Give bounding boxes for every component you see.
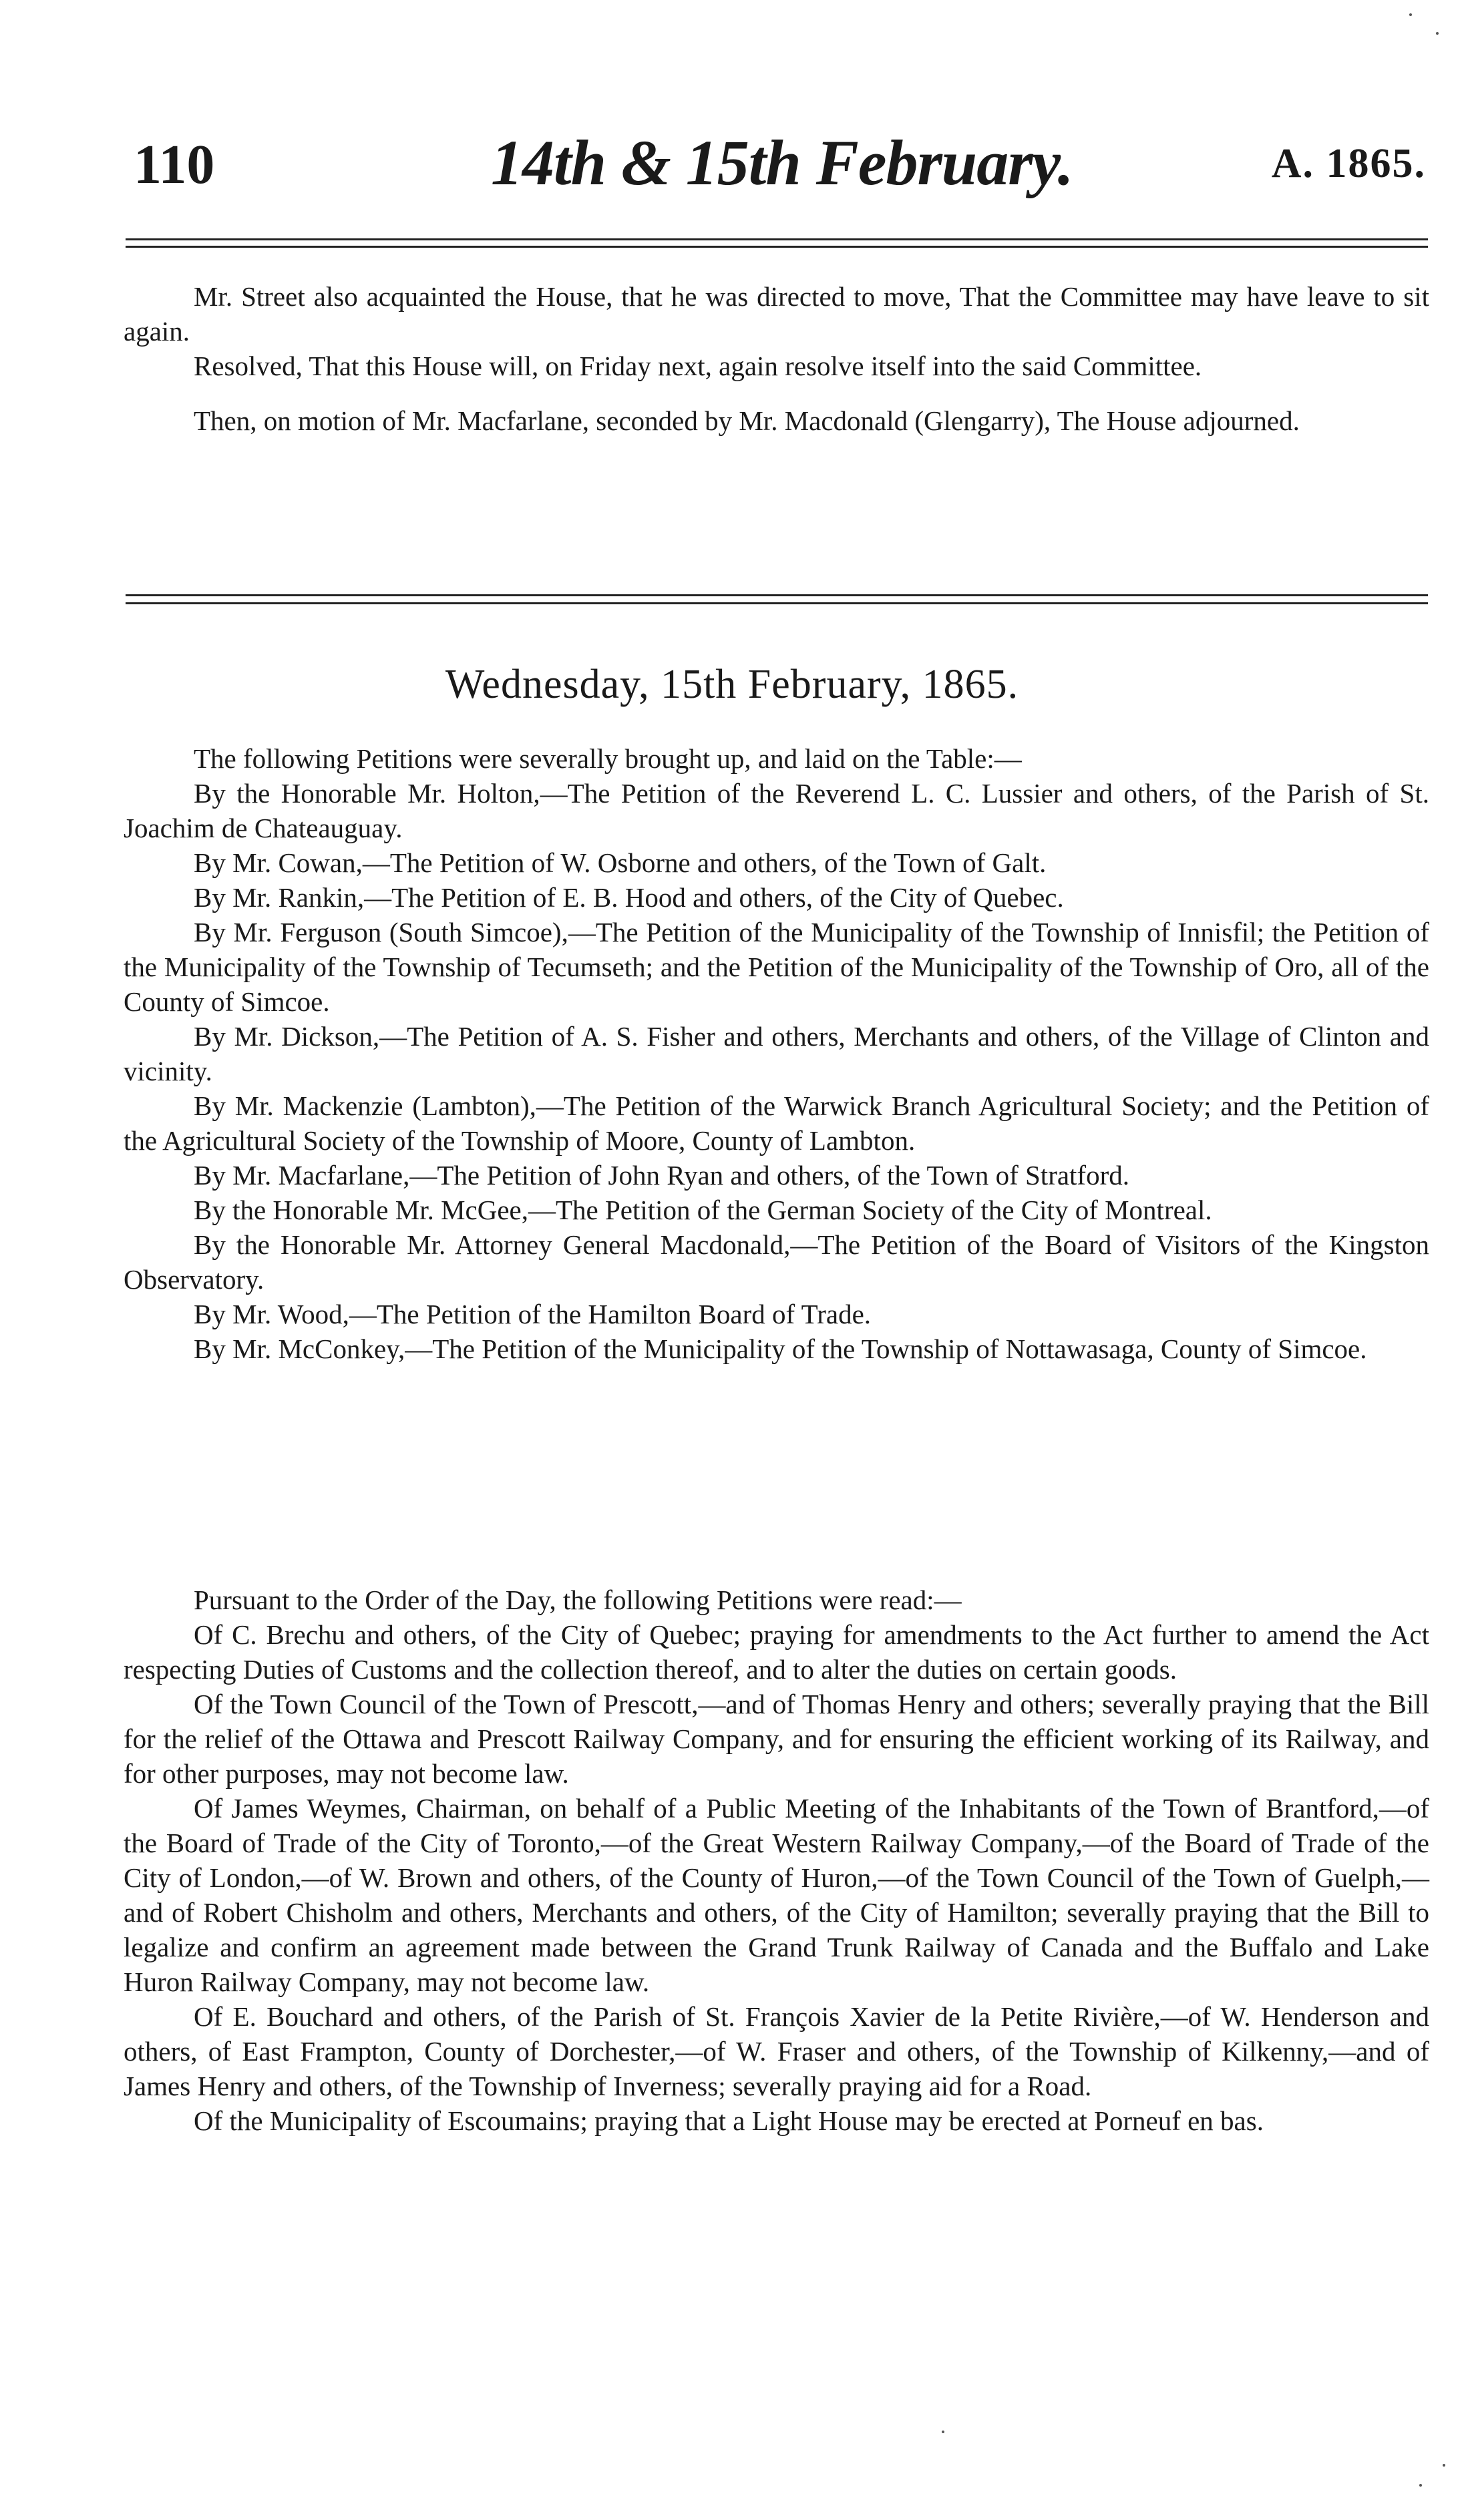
petitions-presented	[124, 741, 1429, 1366]
petition-read-item: Of James Weymes, Chairman, on behalf of a Public Meeting of the Inhabitants of the Town of Brantford,—of the Board of Trade of the City of Toronto,—of the Great Western Railway Company,—of the Board of Trade of the City of London,—of W. Brown and others, of the County of Huron,—of the Town Council of the Town of Guelph,—and of Robert Chisholm and others, Merchants and others, of the City of Hamilton; severally praying that the Bill to legalize and confirm an agreement made between the Grand Trunk Railway of Canada and the Buffalo and Lake Huron Railway Company, may not become law.	[124, 1793, 1429, 1997]
petitions-read	[124, 1583, 1429, 2138]
petition-item: By Mr. Macfarlane,—The Petition of John Ryan and others, of the Town of Stratford.	[194, 1160, 1129, 1191]
header-rule-bottom	[126, 246, 1428, 248]
petition-item: By Mr. Mackenzie (Lambton),—The Petition of the Warwick Branch Agricultural Society; and the Petition of the Agricultural Society of the Township of Moore, County of Lambton.	[124, 1090, 1429, 1156]
petition-item: By Mr. Dickson,—The Petition of A. S. Fisher and others, Merchants and others, of the Village of Clinton and vicinity.	[124, 1021, 1429, 1086]
page-number: 110	[134, 134, 215, 196]
paragraph-street-motion: Mr. Street also acquainted the House, that he was directed to move, That the Committee may have leave to sit again.	[124, 281, 1429, 347]
volume-year: A. 1865.	[1271, 141, 1426, 186]
petitions-read-intro: Pursuant to the Order of the Day, the following Petitions were read:—	[194, 1585, 962, 1615]
running-title: 14th & 15th February.	[491, 127, 1073, 198]
petition-item: By the Honorable Mr. Attorney General Macdonald,—The Petition of the Board of Visitors of the Kingston Observatory.	[124, 1229, 1429, 1295]
scan-speck	[1409, 13, 1412, 16]
scan-speck	[942, 2431, 944, 2433]
committee-proceedings	[124, 279, 1429, 438]
paragraph-adjourned: Then, on motion of Mr. Macfarlane, seconded by Mr. Macdonald (Glengarry), The House adjourned.	[194, 405, 1300, 436]
header-rule-top	[126, 238, 1428, 240]
petition-item: By Mr. Ferguson (South Simcoe),—The Petition of the Municipality of the Township of Innisfil; the Petition of the Municipality of the Township of Tecumseth; and the Petition of the Municipality of the Township of Oro, all of the County of Simcoe.	[124, 917, 1429, 1017]
petition-item: By Mr. McConkey,—The Petition of the Municipality of the Township of Nottawasaga, County of Simcoe.	[194, 1333, 1367, 1364]
petition-read-item: Of E. Bouchard and others, of the Parish of St. François Xavier de la Petite Rivière,—of W. Henderson and others, of East Frampton, County of Dorchester,—of W. Fraser and others, of the Township of Kilkenny,—and of James Henry and others, of the Township of Inverness; severally praying aid for a Road.	[124, 2001, 1429, 2101]
scan-speck	[1443, 2464, 1445, 2467]
petition-read-item: Of the Town Council of the Town of Prescott,—and of Thomas Henry and others; severally praying that the Bill for the relief of the Ottawa and Prescott Railway Company, and for ensuring the efficient working of its Railway, and for other purposes, may not become law.	[124, 1689, 1429, 1789]
petition-read-item: Of C. Brechu and others, of the City of Quebec; praying for amendments to the Act further to amend the Act respecting Duties of Customs and the collection thereof, and to alter the duties on certain goods.	[124, 1619, 1429, 1685]
petition-item: By Mr. Cowan,—The Petition of W. Osborne and others, of the Town of Galt.	[194, 847, 1047, 878]
petition-read-item: Of the Municipality of Escoumains; praying that a Light House may be erected at Porneuf en bas.	[194, 2105, 1264, 2136]
petition-item: By the Honorable Mr. McGee,—The Petition of the German Society of the City of Montreal.	[194, 1195, 1212, 1225]
scan-speck	[1419, 2484, 1422, 2487]
petition-item: By Mr. Wood,—The Petition of the Hamilton Board of Trade.	[194, 1299, 872, 1329]
scan-speck	[1436, 32, 1439, 35]
page-header	[134, 126, 1426, 199]
paragraph-resolved: Resolved, That this House will, on Friday next, again resolve itself into the said Committee.	[194, 351, 1202, 381]
petition-item: By Mr. Rankin,—The Petition of E. B. Hood and others, of the City of Quebec.	[194, 882, 1064, 913]
section-rule-bottom	[126, 602, 1428, 604]
petition-item: By the Honorable Mr. Holton,—The Petition of the Reverend L. C. Lussier and others, of the Parish of St. Joachim de Chateauguay.	[124, 778, 1429, 843]
day-heading: Wednesday, 15th February, 1865.	[445, 662, 1019, 707]
petitions-presented-intro: The following Petitions were severally brought up, and laid on the Table:—	[194, 743, 1022, 774]
section-rule-top	[126, 594, 1428, 596]
